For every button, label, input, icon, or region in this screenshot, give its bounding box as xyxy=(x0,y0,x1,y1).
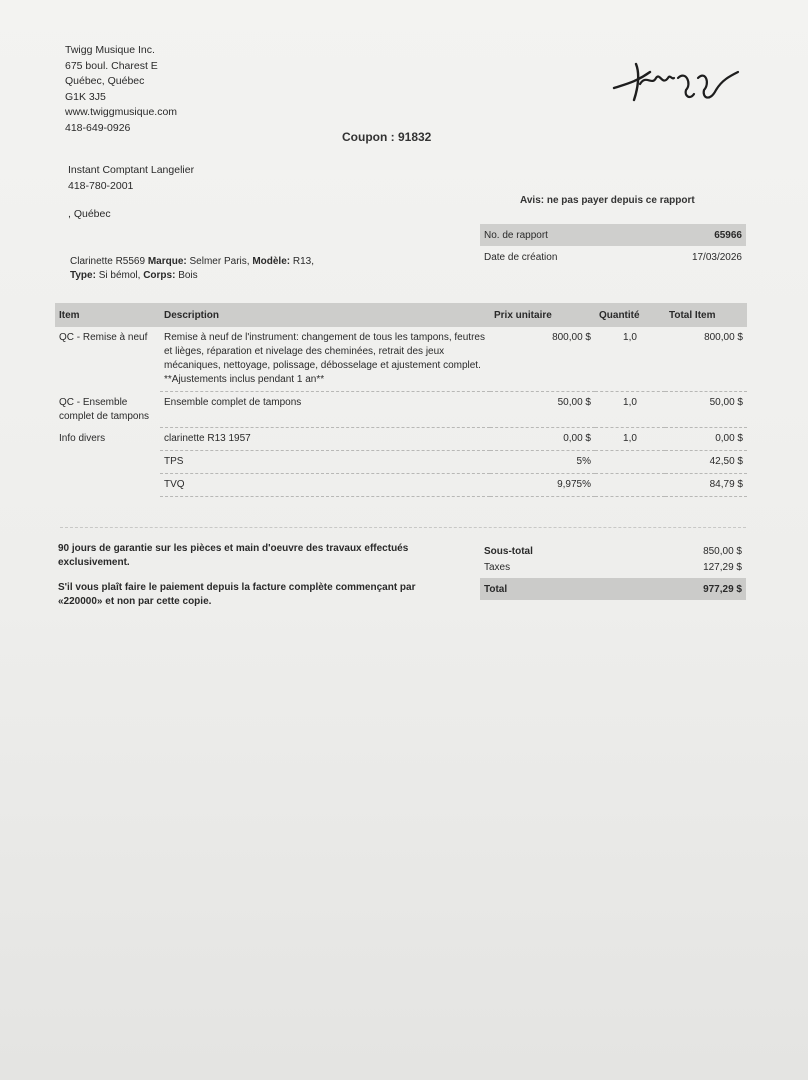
row-total: 800,00 $ xyxy=(665,327,747,392)
brand-label: Marque: xyxy=(147,256,187,267)
client-phone: 418-780-2001 xyxy=(68,179,134,192)
tax-name: TPS xyxy=(160,451,490,474)
client-city: , Québec xyxy=(68,208,111,220)
section-divider xyxy=(60,527,746,528)
warranty-note: 90 jours de garantie sur les pièces et main d'oeuvre des travaux effectués exclusivement. xyxy=(58,543,409,568)
subtotal-row xyxy=(480,543,746,559)
report-date: 17/03/2026 xyxy=(691,251,742,263)
tax-rate: 5% xyxy=(490,451,595,474)
table-row xyxy=(55,327,747,392)
report-date-label: Date de création xyxy=(484,251,558,263)
company-street: 675 boul. Charest E xyxy=(65,59,158,72)
table-header xyxy=(55,303,747,327)
tax-row-tvq xyxy=(55,474,747,497)
header-quantity: Quantité xyxy=(595,303,665,327)
report-number-row xyxy=(480,224,746,246)
row-price: 0,00 $ xyxy=(490,428,595,451)
report-number-label: No. de rapport xyxy=(484,229,548,241)
tax-amount: 84,79 $ xyxy=(665,474,747,497)
totals-box xyxy=(480,543,746,600)
payment-notice: Avis: ne pas payer depuis ce rapport xyxy=(520,195,695,206)
row-qty: 1,0 xyxy=(595,327,665,392)
type-value: Si bémol, xyxy=(98,270,141,281)
body-value: Bois xyxy=(178,270,198,281)
total-value: 977,29 $ xyxy=(703,583,742,595)
instrument-details xyxy=(70,255,370,283)
taxes-value: 127,29 $ xyxy=(703,561,742,573)
row-price: 50,00 $ xyxy=(490,392,595,428)
row-description-text: Remise à neuf de l'instrument: changement de tous les tampons, feutres et lièges, réparation et nivelage des cheminées, retrait des jeux mécaniques, nettoyage, polissage, débosselage et ajustement complet. xyxy=(164,332,485,371)
coupon-number: Coupon : 91832 xyxy=(342,130,432,144)
company-city: Québec, Québec xyxy=(65,75,145,87)
type-label: Type: xyxy=(70,270,96,281)
header-unit-price: Prix unitaire xyxy=(490,303,595,327)
items-table xyxy=(55,303,747,497)
company-address xyxy=(65,43,177,136)
row-qty: 1,0 xyxy=(595,428,665,451)
model-label: Modèle: xyxy=(252,256,291,267)
row-item: QC - Ensemble complet de tampons xyxy=(59,396,150,422)
row-item: Info divers xyxy=(59,432,106,444)
brand-value: Selmer Paris, xyxy=(189,256,250,267)
report-number: 65966 xyxy=(714,229,742,241)
model-value: R13, xyxy=(292,256,314,267)
row-description: clarinette R13 1957 xyxy=(160,428,490,451)
table-row xyxy=(55,392,747,428)
taxes-row xyxy=(480,559,746,575)
tax-name: TVQ xyxy=(160,474,490,497)
header-total-item: Total Item xyxy=(665,303,747,327)
tax-row-tps xyxy=(55,451,747,474)
row-total: 50,00 $ xyxy=(665,392,747,428)
row-total: 0,00 $ xyxy=(665,428,747,451)
company-website: www.twiggmusique.com xyxy=(65,106,178,118)
total-row xyxy=(480,578,746,600)
subtotal-value: 850,00 $ xyxy=(703,545,742,557)
body-label: Corps: xyxy=(143,270,176,281)
table-row xyxy=(55,428,747,451)
row-description-note: **Ajustements inclus pendant 1 an** xyxy=(164,374,325,385)
taxes-label: Taxes xyxy=(484,561,511,573)
client-info xyxy=(68,163,194,194)
client-name: Instant Comptant Langelier xyxy=(68,164,195,176)
row-description: Ensemble complet de tampons xyxy=(160,392,490,428)
header-item: Item xyxy=(55,303,160,327)
report-info-box xyxy=(480,224,746,268)
tax-amount: 42,50 $ xyxy=(665,451,747,474)
tax-rate: 9,975% xyxy=(490,474,595,497)
twigg-logo xyxy=(606,50,751,110)
total-label: Total xyxy=(484,583,508,595)
row-price: 800,00 $ xyxy=(490,327,595,392)
company-phone: 418-649-0926 xyxy=(65,121,131,134)
payment-instructions: S'il vous plaît faire le paiement depuis la facture complète commençant par «220000» et non par cette copie. xyxy=(58,582,416,607)
row-item: QC - Remise à neuf xyxy=(59,332,148,343)
subtotal-label: Sous-total xyxy=(484,545,533,557)
row-qty: 1,0 xyxy=(595,392,665,428)
header-description: Description xyxy=(160,303,490,327)
company-postal: G1K 3J5 xyxy=(65,90,106,103)
instrument-name: Clarinette R5569 xyxy=(70,256,146,267)
row-description xyxy=(160,327,490,392)
company-name: Twigg Musique Inc. xyxy=(65,44,155,56)
report-date-row xyxy=(480,246,746,268)
